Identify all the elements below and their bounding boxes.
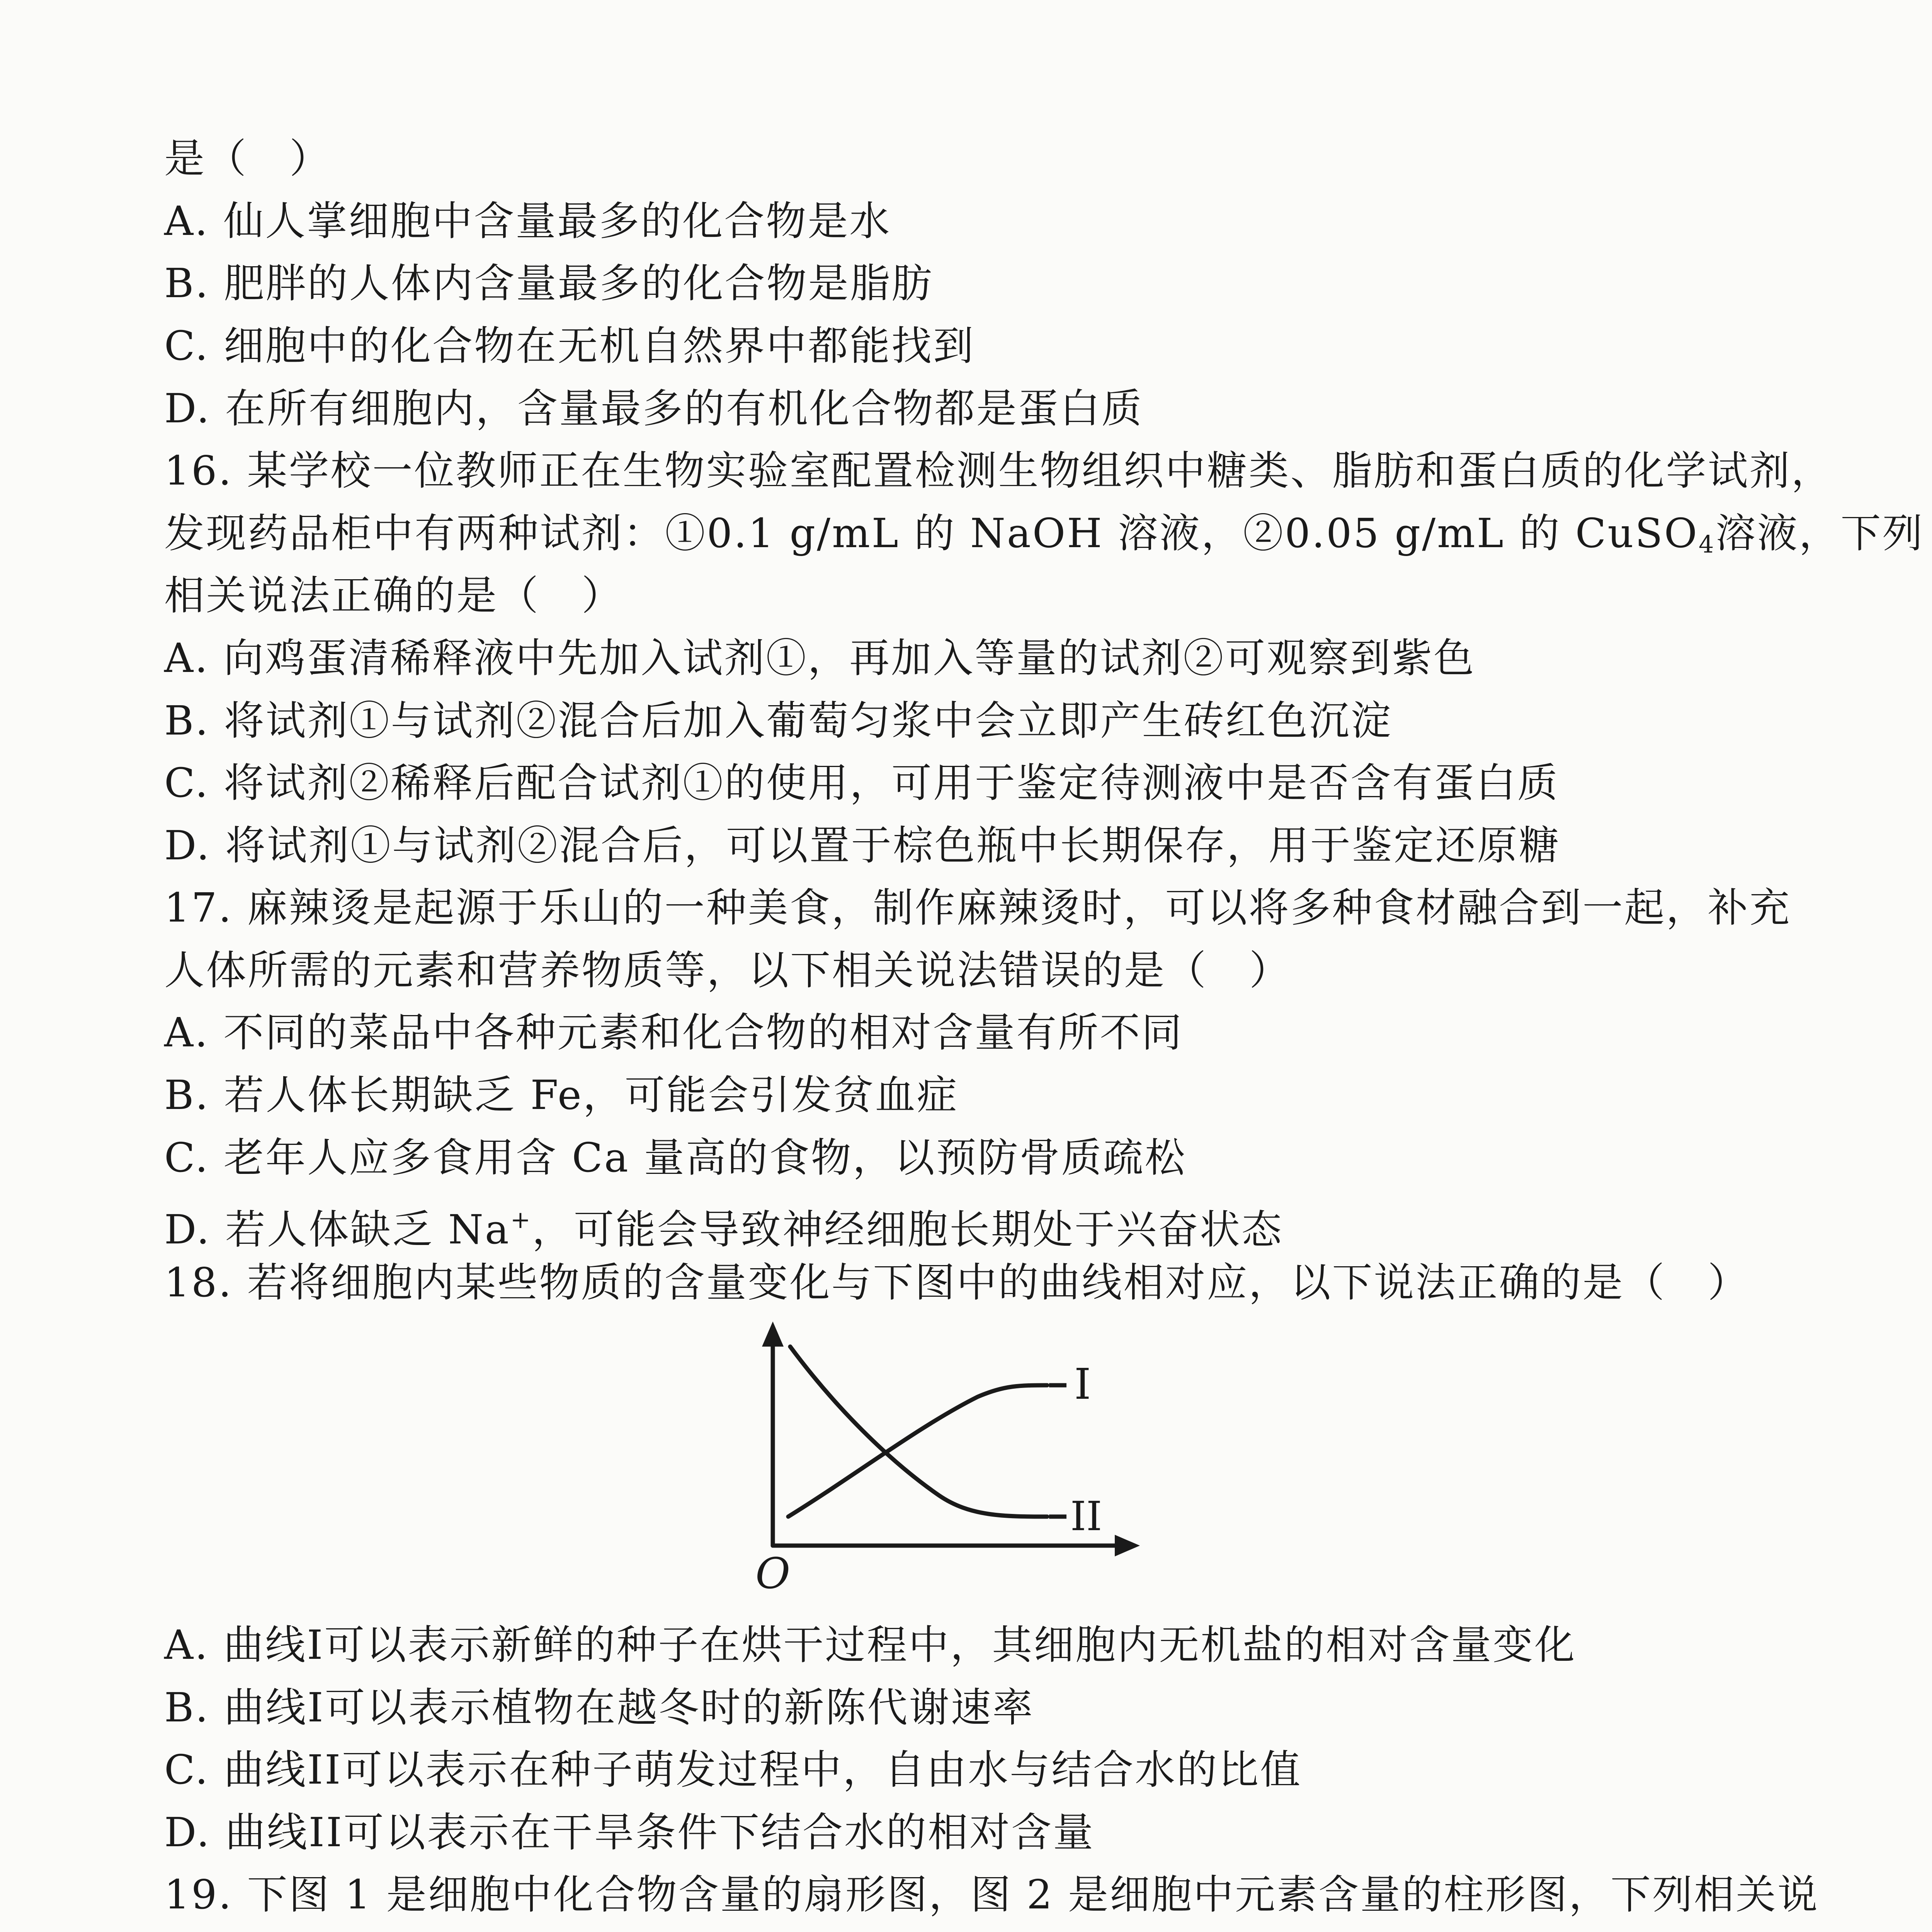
q18-option-c: C. 曲线II可以表示在种子萌发过程中，自由水与结合水的比值 [164,1746,1302,1793]
q18-option-b: B. 曲线I可以表示植物在越冬时的新陈代谢速率 [164,1684,1034,1731]
curve-2-label: II [1070,1493,1102,1540]
y-axis-arrow [762,1321,784,1347]
origin-label: O [755,1549,791,1598]
x-axis-arrow [1115,1535,1140,1556]
q15-option-d: D. 在所有细胞内，含量最多的有机化合物都是蛋白质 [164,385,1143,432]
curve-1-label: I [1074,1359,1091,1409]
q18-stem: 18. 若将细胞内某些物质的含量变化与下图中的曲线相对应，以下说法正确的是（ ） [164,1259,1750,1306]
q16-option-d: D. 将试剂①与试剂②混合后，可以置于棕色瓶中长期保存，用于鉴定还原糖 [164,822,1561,869]
q17-option-d: D. 若人体缺乏 Na+，可能会导致神经细胞长期处于兴奋状态 [164,1206,1283,1253]
q19-stem-line1: 19. 下图 1 是细胞中化合物含量的扇形图，图 2 是细胞中元素含量的柱形图，下列相关说 [164,1871,1820,1918]
q17-stem-line1: 17. 麻辣烫是起源于乐山的一种美食，制作麻辣烫时，可以将多种食材融合到一起，补充 [164,884,1791,931]
q15-option-a: A. 仙人掌细胞中含量最多的化合物是水 [164,197,891,245]
q15-option-c: C. 细胞中的化合物在无机自然界中都能找到 [164,322,975,369]
q15-stem-continued: 是（ ） [164,135,332,182]
q15-option-b: B. 肥胖的人体内含量最多的化合物是脂肪 [164,260,934,307]
curve-1 [788,1385,1047,1517]
q16-option-a: A. 向鸡蛋清稀释液中先加入试剂①，再加入等量的试剂②可观察到紫色 [164,634,1476,682]
q16-stem-line3: 相关说法正确的是（ ） [164,572,624,619]
q16-stem-line2: 发现药品柜中有两种试剂：①0.1 g/mL 的 NaOH 溶液，②0.05 g/mL 的 CuSO$_4$溶液，下列 [164,510,1924,558]
q16-option-c: C. 将试剂②稀释后配合试剂①的使用，可用于鉴定待测液中是否含有蛋白质 [164,759,1559,806]
q17-option-b: B. 若人体长期缺乏 Fe，可能会引发贫血症 [164,1071,959,1119]
q16-option-b: B. 将试剂①与试剂②混合后加入葡萄匀浆中会立即产生砖红色沉淀 [164,697,1393,744]
q18-option-a: A. 曲线I可以表示新鲜的种子在烘干过程中，其细胞内无机盐的相对含量变化 [164,1621,1577,1668]
q17-stem-line2: 人体所需的元素和营养物质等，以下相关说法错误的是（ ） [164,947,1291,994]
q18-option-d: D. 曲线II可以表示在干旱条件下结合水的相对含量 [164,1809,1095,1856]
q17-option-a: A. 不同的菜品中各种元素和化合物的相对含量有所不同 [164,1009,1184,1056]
q17-option-c: C. 老年人应多食用含 Ca 量高的食物，以预防骨质疏松 [164,1134,1187,1181]
q18-curve-figure [726,1314,1159,1611]
q16-stem-line1: 16. 某学校一位教师正在生物实验室配置检测生物组织中糖类、脂肪和蛋白质的化学试剂， [164,447,1833,494]
